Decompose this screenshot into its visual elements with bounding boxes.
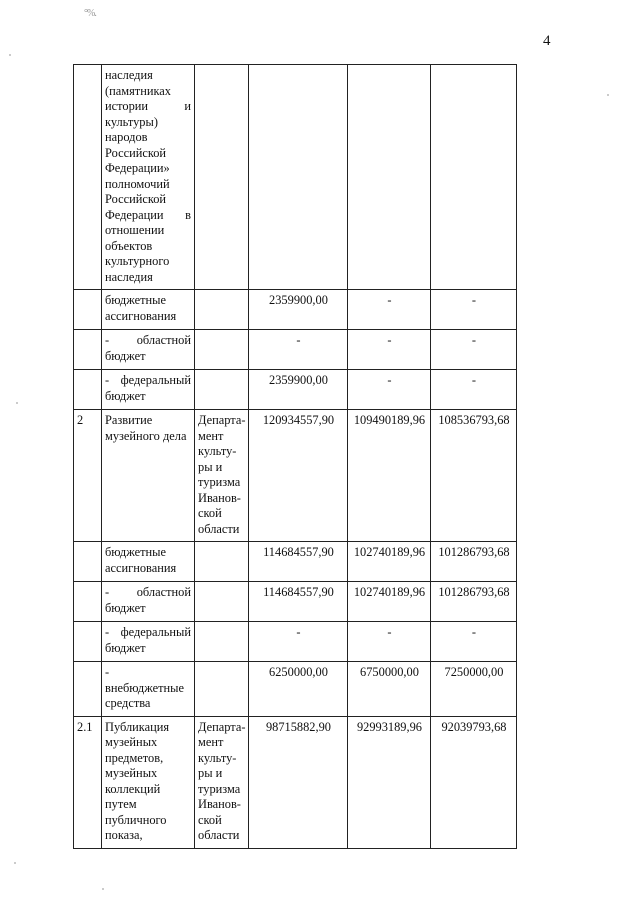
row-name: Развитие музейного дела	[102, 410, 195, 542]
row-index	[74, 65, 102, 290]
row-executor	[195, 622, 249, 662]
row-index	[74, 542, 102, 582]
table-row	[74, 716, 517, 848]
row-value-2: -	[348, 370, 431, 410]
row-value-1: 98715882,90	[249, 716, 348, 848]
row-value-3: 101286793,68	[431, 582, 517, 622]
row-value-1: -	[249, 622, 348, 662]
table-row	[74, 65, 517, 290]
row-name: - федеральный бюджет	[102, 622, 195, 662]
row-executor	[195, 662, 249, 717]
row-value-2: -	[348, 330, 431, 370]
row-name: наследия (памятниках истории и культуры) народов Российской Федерации» полномочий Российской Федерации в отношении объектов культурного наследия	[102, 65, 195, 290]
row-index	[74, 662, 102, 717]
row-executor: Департа-мент культу-ры и туризма Иванов-ской области	[195, 716, 249, 848]
scan-speck	[16, 402, 18, 404]
scan-speck	[9, 54, 11, 56]
row-value-3: -	[431, 622, 517, 662]
row-value-1: 6250000,00	[249, 662, 348, 717]
row-index: 2	[74, 410, 102, 542]
row-value-3: 108536793,68	[431, 410, 517, 542]
table-row	[74, 582, 517, 622]
table-row	[74, 370, 517, 410]
row-executor	[195, 370, 249, 410]
row-executor	[195, 542, 249, 582]
row-executor: Департа-мент культу-ры и туризма Иванов-ской области	[195, 410, 249, 542]
row-name: бюджетные ассигнования	[102, 542, 195, 582]
scan-speck	[607, 94, 609, 96]
row-value-2: -	[348, 290, 431, 330]
row-executor	[195, 330, 249, 370]
row-name: - областной бюджет	[102, 582, 195, 622]
scan-speck	[14, 862, 16, 864]
budget-table	[73, 64, 517, 849]
row-value-2: -	[348, 622, 431, 662]
row-executor	[195, 582, 249, 622]
row-index	[74, 330, 102, 370]
row-value-2: 102740189,96	[348, 542, 431, 582]
row-value-3: -	[431, 330, 517, 370]
table-row	[74, 662, 517, 717]
row-value-1: 120934557,90	[249, 410, 348, 542]
table-row	[74, 542, 517, 582]
row-value-2: 6750000,00	[348, 662, 431, 717]
row-value-2: 109490189,96	[348, 410, 431, 542]
table-row	[74, 330, 517, 370]
page-number: 4	[543, 33, 551, 49]
row-name: - внебюджетные средства	[102, 662, 195, 717]
row-name: - федеральный бюджет	[102, 370, 195, 410]
row-index	[74, 370, 102, 410]
row-name: Публикация музейных предметов, музейных коллекций путем публичного показа,	[102, 716, 195, 848]
row-value-1: 2359900,00	[249, 290, 348, 330]
row-index	[74, 622, 102, 662]
row-value-3: -	[431, 290, 517, 330]
row-value-1: 114684557,90	[249, 582, 348, 622]
row-name: - областной бюджет	[102, 330, 195, 370]
row-index	[74, 582, 102, 622]
row-value-3: -	[431, 370, 517, 410]
scan-artifact-mark: °%.	[84, 8, 96, 19]
row-value-3: 7250000,00	[431, 662, 517, 717]
row-value-2: 92993189,96	[348, 716, 431, 848]
row-value-1: -	[249, 330, 348, 370]
row-value-1: 2359900,00	[249, 370, 348, 410]
table-row	[74, 622, 517, 662]
row-value-3	[431, 65, 517, 290]
scan-speck	[102, 888, 104, 890]
row-value-1	[249, 65, 348, 290]
row-value-3: 101286793,68	[431, 542, 517, 582]
row-executor	[195, 290, 249, 330]
row-value-3: 92039793,68	[431, 716, 517, 848]
table-row	[74, 290, 517, 330]
row-index	[74, 290, 102, 330]
table-row	[74, 410, 517, 542]
row-executor	[195, 65, 249, 290]
row-value-2	[348, 65, 431, 290]
row-index: 2.1	[74, 716, 102, 848]
row-value-2: 102740189,96	[348, 582, 431, 622]
row-name: бюджетные ассигнования	[102, 290, 195, 330]
row-value-1: 114684557,90	[249, 542, 348, 582]
